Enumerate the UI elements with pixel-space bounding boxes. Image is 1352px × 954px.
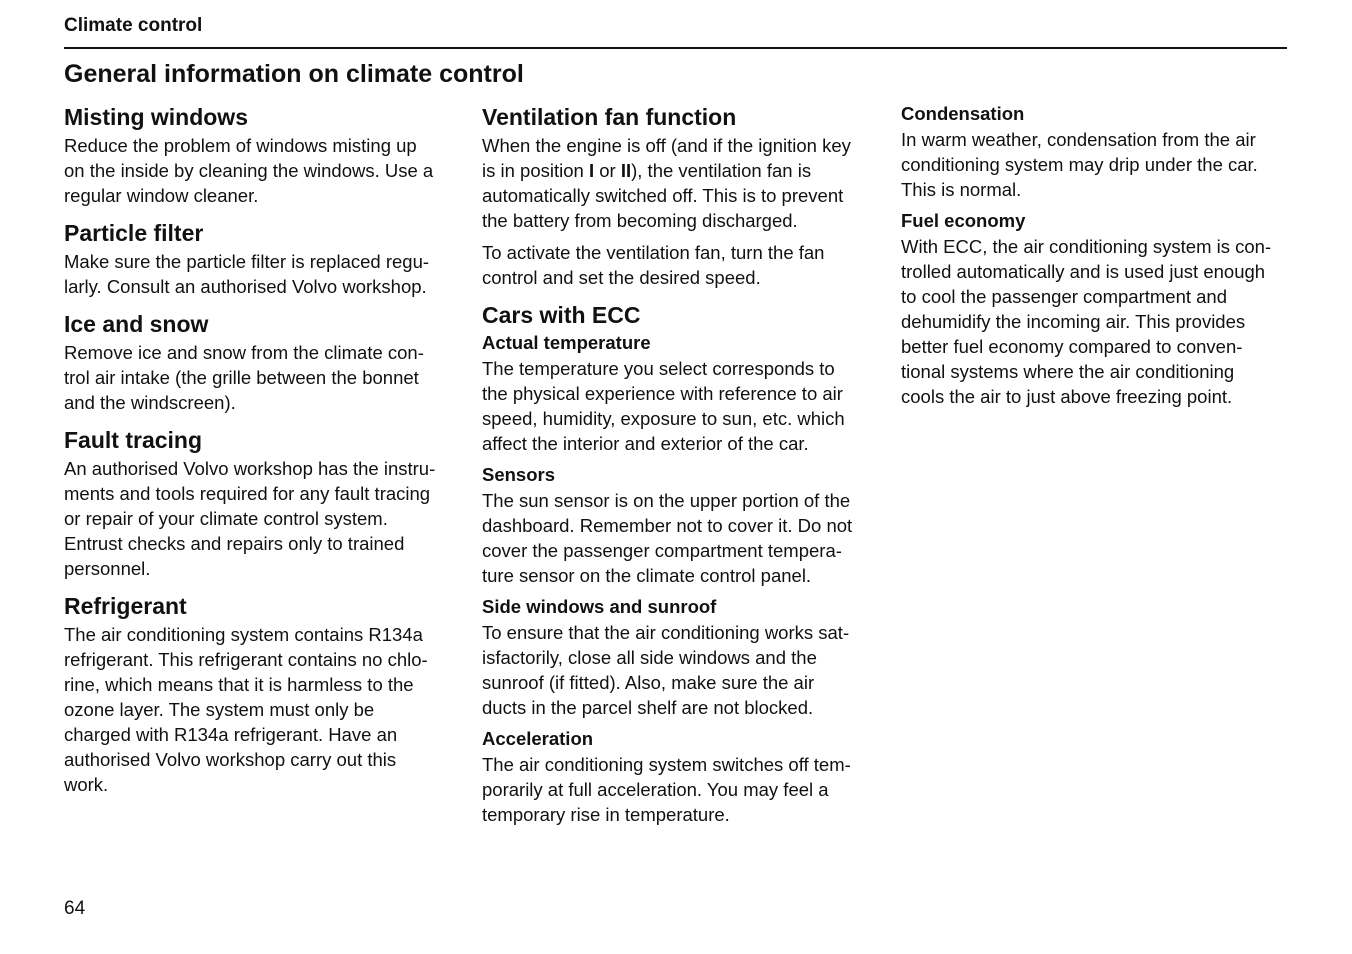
text-line: With ECC, the air conditioning system is con-	[901, 236, 1272, 257]
text-line: and the windscreen).	[64, 392, 236, 413]
text-line: ducts in the parcel shelf are not blocked.	[482, 697, 814, 718]
column-middle	[482, 102, 874, 827]
ignition-position-2: II	[620, 160, 632, 181]
text-line: The sun sensor is on the upper portion of the	[482, 490, 851, 511]
text-line: trolled automatically and is used just enough	[901, 261, 1266, 282]
page-title: General information on climate control	[64, 60, 524, 88]
header-rule	[64, 47, 1287, 49]
text-line: isfactorily, close all side windows and the	[482, 647, 817, 668]
text-line: The air conditioning system contains R134a	[64, 624, 423, 645]
text-fragment: ), the ventilation fan is	[631, 160, 812, 181]
paragraph-ice-snow	[64, 340, 456, 415]
column-left	[64, 102, 456, 797]
text-line: sunroof (if fitted). Also, make sure the air	[482, 672, 815, 693]
text-line: dehumidify the incoming air. This provides	[901, 311, 1246, 332]
text-line: When the engine is off (and if the ignition key	[482, 135, 851, 156]
ignition-position-1: I	[588, 160, 595, 181]
paragraph-fault-tracing	[64, 456, 456, 581]
subheading-side-windows-sunroof: Side windows and sunroof	[482, 596, 717, 617]
text-line: automatically switched off. This is to prevent	[482, 185, 844, 206]
text-line: porarily at full acceleration. You may feel a	[482, 779, 829, 800]
text-line: An authorised Volvo workshop has the instru-	[64, 458, 436, 479]
text-line: on the inside by cleaning the windows. Use a	[64, 160, 434, 181]
text-line: Make sure the particle filter is replaced regu-	[64, 251, 430, 272]
text-line: ture sensor on the climate control panel.	[482, 565, 812, 586]
text-line: rine, which means that it is harmless to the	[64, 674, 414, 695]
section-heading-ecc: Cars with ECC	[482, 302, 641, 328]
text-line: tional systems where the air conditioning	[901, 361, 1235, 382]
text-line: ozone layer. The system must only be	[64, 699, 375, 720]
text-line: To activate the ventilation fan, turn the fan	[482, 242, 825, 263]
text-line: The air conditioning system switches off tem-	[482, 754, 851, 775]
text-line: This is normal.	[901, 179, 1022, 200]
text-line: the battery from becoming discharged.	[482, 210, 798, 231]
text-line: trol air intake (the grille between the bonnet	[64, 367, 419, 388]
text-line: ments and tools required for any fault tracing	[64, 483, 431, 504]
text-fragment: or	[594, 160, 621, 181]
section-heading-particle-filter: Particle filter	[64, 220, 204, 246]
text-line: cover the passenger compartment tempera-	[482, 540, 842, 561]
text-line: Entrust checks and repairs only to trained	[64, 533, 405, 554]
subheading-sensors: Sensors	[482, 464, 556, 485]
text-line: temporary rise in temperature.	[482, 804, 730, 825]
paragraph-refrigerant	[64, 622, 456, 797]
text-line: regular window cleaner.	[64, 185, 259, 206]
text-line: Remove ice and snow from the climate con-	[64, 342, 424, 363]
text-line: refrigerant. This refrigerant contains no chlo-	[64, 649, 428, 670]
text-line: charged with R134a refrigerant. Have an	[64, 724, 398, 745]
page-number: 64	[64, 898, 86, 919]
text-line: larly. Consult an authorised Volvo workshop.	[64, 276, 427, 297]
paragraph-actual-temperature	[482, 356, 874, 456]
paragraph-ventilation-1	[482, 133, 874, 233]
section-heading-ice-snow: Ice and snow	[64, 311, 209, 337]
text-line: dashboard. Remember not to cover it. Do not	[482, 515, 853, 536]
text-line: personnel.	[64, 558, 151, 579]
paragraph-misting	[64, 133, 456, 208]
paragraph-condensation	[901, 127, 1293, 202]
text-line: speed, humidity, exposure to sun, etc. which	[482, 408, 845, 429]
text-line: to cool the passenger compartment and	[901, 286, 1227, 307]
text-line: affect the interior and exterior of the car.	[482, 433, 809, 454]
text-line: In warm weather, condensation from the air	[901, 129, 1256, 150]
paragraph-acceleration	[482, 752, 874, 827]
running-head: Climate control	[64, 15, 203, 36]
text-line: or repair of your climate control system.	[64, 508, 388, 529]
paragraph-particle-filter	[64, 249, 456, 299]
section-heading-ventilation: Ventilation fan function	[482, 104, 737, 130]
subheading-fuel-economy: Fuel economy	[901, 210, 1026, 231]
text-line: Reduce the problem of windows misting up	[64, 135, 417, 156]
subheading-actual-temperature: Actual temperature	[482, 332, 651, 353]
text-line: cools the air to just above freezing point.	[901, 386, 1233, 407]
text-line: authorised Volvo workshop carry out this	[64, 749, 397, 770]
subheading-condensation: Condensation	[901, 103, 1025, 124]
paragraph-sensors	[482, 488, 874, 588]
subheading-acceleration: Acceleration	[482, 728, 594, 749]
column-right	[901, 102, 1293, 409]
text-line: control and set the desired speed.	[482, 267, 761, 288]
text-line: work.	[64, 774, 109, 795]
text-line: To ensure that the air conditioning works sat-	[482, 622, 850, 643]
text-line: the physical experience with reference to air	[482, 383, 843, 404]
section-heading-refrigerant: Refrigerant	[64, 593, 187, 619]
text-line: better fuel economy compared to conven-	[901, 336, 1243, 357]
section-heading-fault-tracing: Fault tracing	[64, 427, 203, 453]
text-fragment: is in position	[482, 160, 589, 181]
text-line: The temperature you select corresponds to	[482, 358, 835, 379]
text-line: conditioning system may drip under the car.	[901, 154, 1258, 175]
paragraph-ventilation-2	[482, 240, 874, 290]
section-heading-misting: Misting windows	[64, 104, 248, 130]
paragraph-side-windows-sunroof	[482, 620, 874, 720]
text-line	[482, 160, 811, 181]
paragraph-fuel-economy	[901, 234, 1293, 409]
